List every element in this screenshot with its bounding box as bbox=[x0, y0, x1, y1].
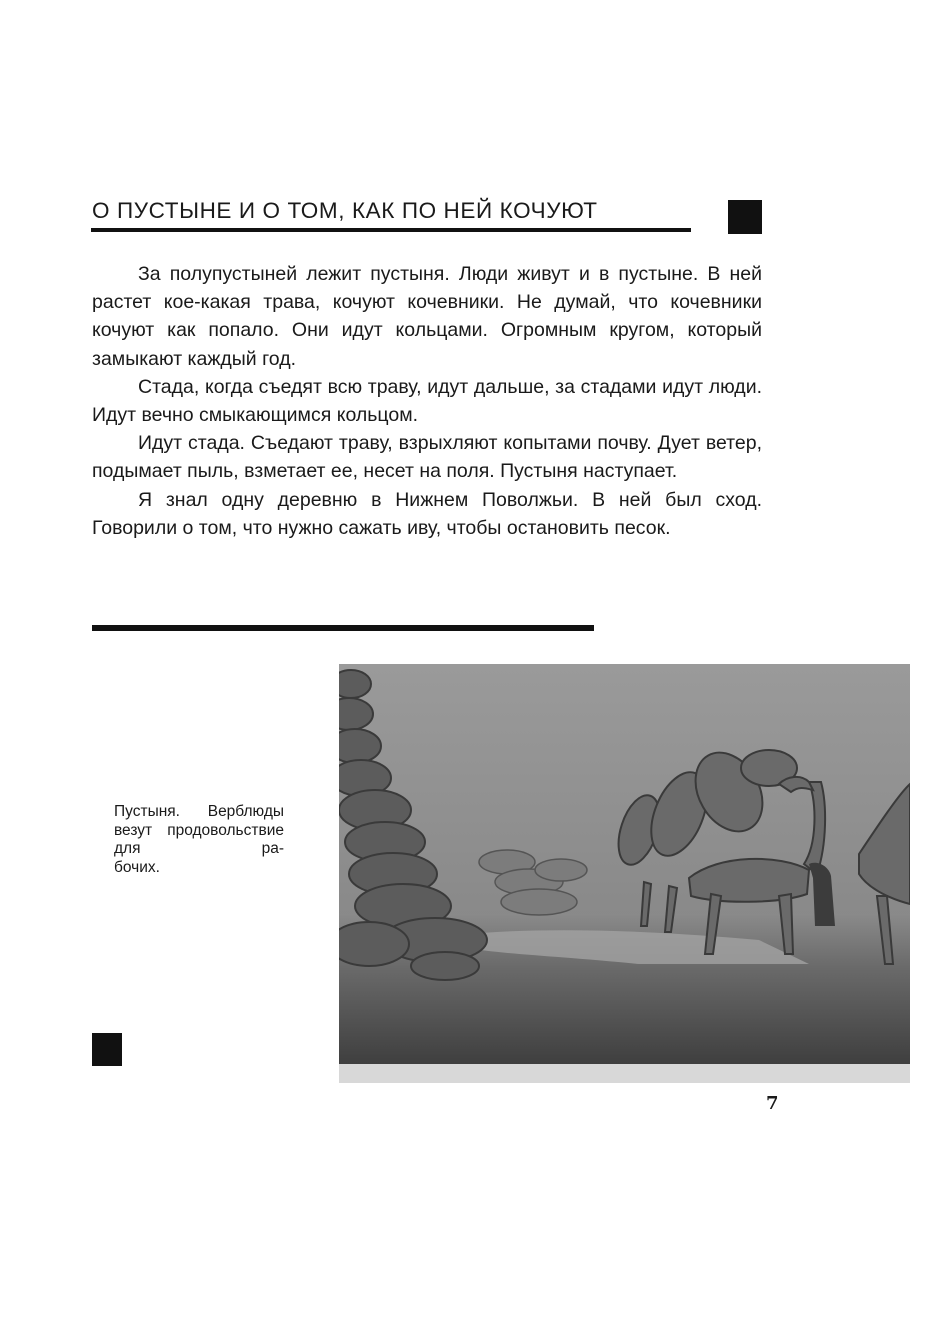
figure-caption bbox=[114, 803, 284, 877]
page-number: 7 bbox=[766, 1093, 779, 1114]
heading-underline bbox=[91, 228, 691, 232]
desert-camels-photo bbox=[339, 664, 910, 1083]
caption-text-tail: бочих. bbox=[114, 858, 160, 876]
corner-black-square bbox=[92, 1033, 122, 1066]
paragraph: Идут стада. Съедают траву, взрыхляют копытами почву. Дует ветер, подымает пыль, взметает ее, несет на поля. Пустыня наступает. bbox=[92, 432, 762, 483]
chapter-heading: О ПУСТЫНЕ И О ТОМ, КАК ПО НЕЙ КОЧУЮТ bbox=[92, 198, 598, 223]
paragraph: Стада, когда съедят всю траву, идут дальше, за стадами идут люди. Идут вечно смыкающимся кольцом. bbox=[92, 375, 762, 427]
caption-text: Пустыня. Верблюды везут продовольствие для ра- bbox=[114, 803, 284, 857]
body-text bbox=[92, 260, 762, 542]
heading-black-square bbox=[728, 200, 762, 234]
paragraph: За полупустыней лежит пустыня. Люди живут и в пустыне. В ней растет кое-какая трава, кочуют кочевники. Не думай, что кочевники кочуют как попало. Они идут кольцами. Огромным кругом, который замыкают каждый год. bbox=[92, 263, 762, 370]
section-end-rule bbox=[92, 625, 594, 631]
paragraph: Я знал одну деревню в Нижнем Поволжьи. В ней был сход. Говорили о том, что нужно сажать иву, чтобы остановить песок. bbox=[92, 488, 762, 539]
